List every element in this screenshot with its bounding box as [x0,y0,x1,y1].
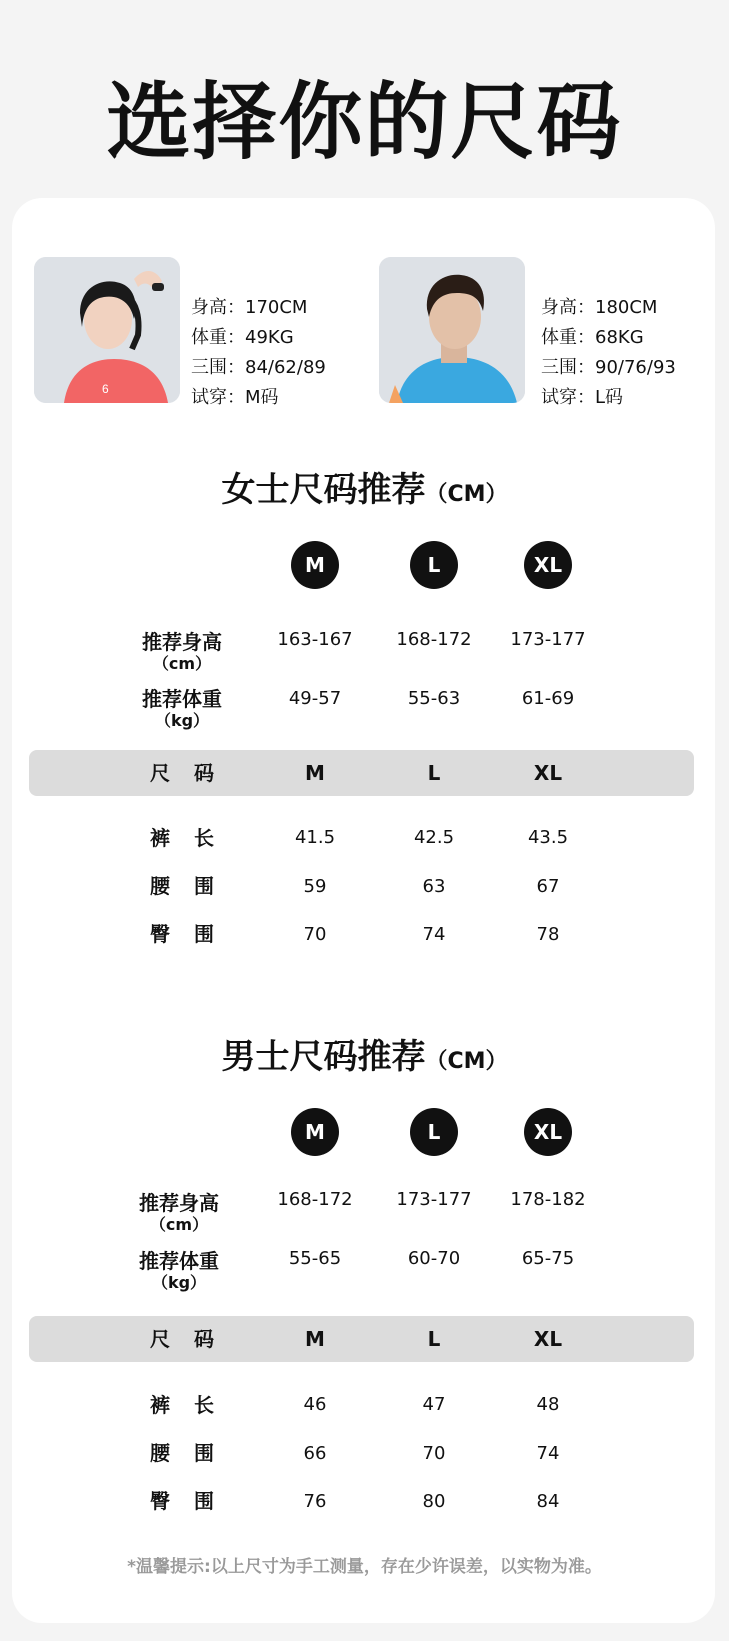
try-label: 试穿： [191,387,245,408]
rec-weight-text: 推荐体重 [139,1249,219,1273]
footnote-disclaimer: *温馨提示:以上尺寸为手工测量，存在少许误差，以实物为准。 [127,1557,602,1577]
size-header-m: M [305,1327,325,1351]
try-label: 试穿： [541,387,595,408]
men-rec-height-label [114,1191,244,1235]
measure-value: 84/62/89 [245,357,326,378]
measure-value: 90/76/93 [595,357,676,378]
men-size-header-band [29,1316,694,1362]
women-title-text: 女士尺码推荐 [221,470,426,510]
men-rec-height-xl: 178-182 [510,1189,586,1210]
women-title-unit: （CM） [425,482,508,507]
measure-label: 三围： [541,357,595,378]
men-size-l-badge: L [410,1108,458,1156]
men-length-m: 46 [303,1394,327,1415]
size-header-xl: XL [533,1327,563,1351]
men-size-xl-badge: XL [524,1108,572,1156]
women-hip-xl: 78 [536,924,560,945]
men-rec-height-l: 173-177 [396,1189,472,1210]
page-title: 选择你的尺码 [106,73,623,171]
women-section-title [0,465,729,515]
men-rec-weight-m: 55-65 [288,1248,342,1269]
rec-weight-unit: （kg） [154,711,210,730]
men-length-l: 47 [422,1394,446,1415]
weight-label: 体重： [191,327,245,348]
women-waist-xl: 67 [536,876,560,897]
man-model-info [541,293,676,413]
men-hip-l: 80 [422,1491,446,1512]
svg-text:6: 6 [102,382,109,396]
women-waist-l: 63 [422,876,446,897]
men-waist-m: 66 [303,1443,327,1464]
men-row-label-hip: 臀围 [150,1489,238,1513]
men-rec-weight-xl: 65-75 [521,1248,575,1269]
height-label: 身高： [541,297,595,318]
rec-height-text: 推荐身高 [139,1191,219,1215]
weight-label: 体重： [541,327,595,348]
height-label: 身高： [191,297,245,318]
women-rec-weight-xl: 61-69 [521,688,575,709]
women-size-header-band [29,750,694,796]
women-rec-height-label [117,630,247,674]
men-rec-weight-l: 60-70 [407,1248,461,1269]
woman-model-info [191,293,326,413]
women-rec-weight-m: 49-57 [288,688,342,709]
weight-value: 68KG [595,327,644,348]
height-value: 170CM [245,297,308,318]
rec-height-unit: （cm） [149,1215,209,1234]
women-rec-weight-l: 55-63 [407,688,461,709]
man-model-photo [379,257,525,403]
try-value: L码 [595,387,624,408]
men-hip-m: 76 [303,1491,327,1512]
height-value: 180CM [595,297,658,318]
size-header-label: 尺码 [150,1327,238,1351]
women-row-label-hip: 臀围 [150,922,238,946]
men-row-label-waist: 腰围 [150,1441,238,1465]
women-hip-l: 74 [422,924,446,945]
women-hip-m: 70 [303,924,327,945]
men-title-text: 男士尺码推荐 [221,1037,426,1077]
men-length-xl: 48 [536,1394,560,1415]
rec-height-unit: （cm） [152,654,212,673]
women-length-l: 42.5 [413,827,455,848]
women-size-xl-badge: XL [524,541,572,589]
women-waist-m: 59 [303,876,327,897]
women-size-m-badge: M [291,541,339,589]
size-header-m: M [305,761,325,785]
men-title-unit: （CM） [425,1049,508,1074]
women-row-label-waist: 腰围 [150,874,238,898]
size-header-xl: XL [533,761,563,785]
men-hip-xl: 84 [536,1491,560,1512]
size-header-l: L [427,1327,441,1351]
measure-label: 三围： [191,357,245,378]
woman-model-photo [34,257,180,403]
women-rec-height-m: 163-167 [277,629,353,650]
men-rec-weight-label [114,1249,244,1293]
women-rec-weight-label [117,687,247,731]
weight-value: 49KG [245,327,294,348]
rec-weight-text: 推荐体重 [142,687,222,711]
men-rec-height-m: 168-172 [277,1189,353,1210]
men-row-label-length: 裤长 [150,1393,238,1417]
women-rec-height-l: 168-172 [396,629,472,650]
men-waist-l: 70 [422,1443,446,1464]
try-value: M码 [245,387,279,408]
men-size-m-badge: M [291,1108,339,1156]
women-length-m: 41.5 [294,827,336,848]
size-header-label: 尺码 [150,761,238,785]
rec-height-text: 推荐身高 [142,630,222,654]
men-waist-xl: 74 [536,1443,560,1464]
rec-weight-unit: （kg） [151,1273,207,1292]
women-rec-height-xl: 173-177 [510,629,586,650]
size-header-l: L [427,761,441,785]
women-length-xl: 43.5 [527,827,569,848]
women-row-label-length: 裤长 [150,826,238,850]
women-size-l-badge: L [410,541,458,589]
men-section-title [0,1032,729,1082]
